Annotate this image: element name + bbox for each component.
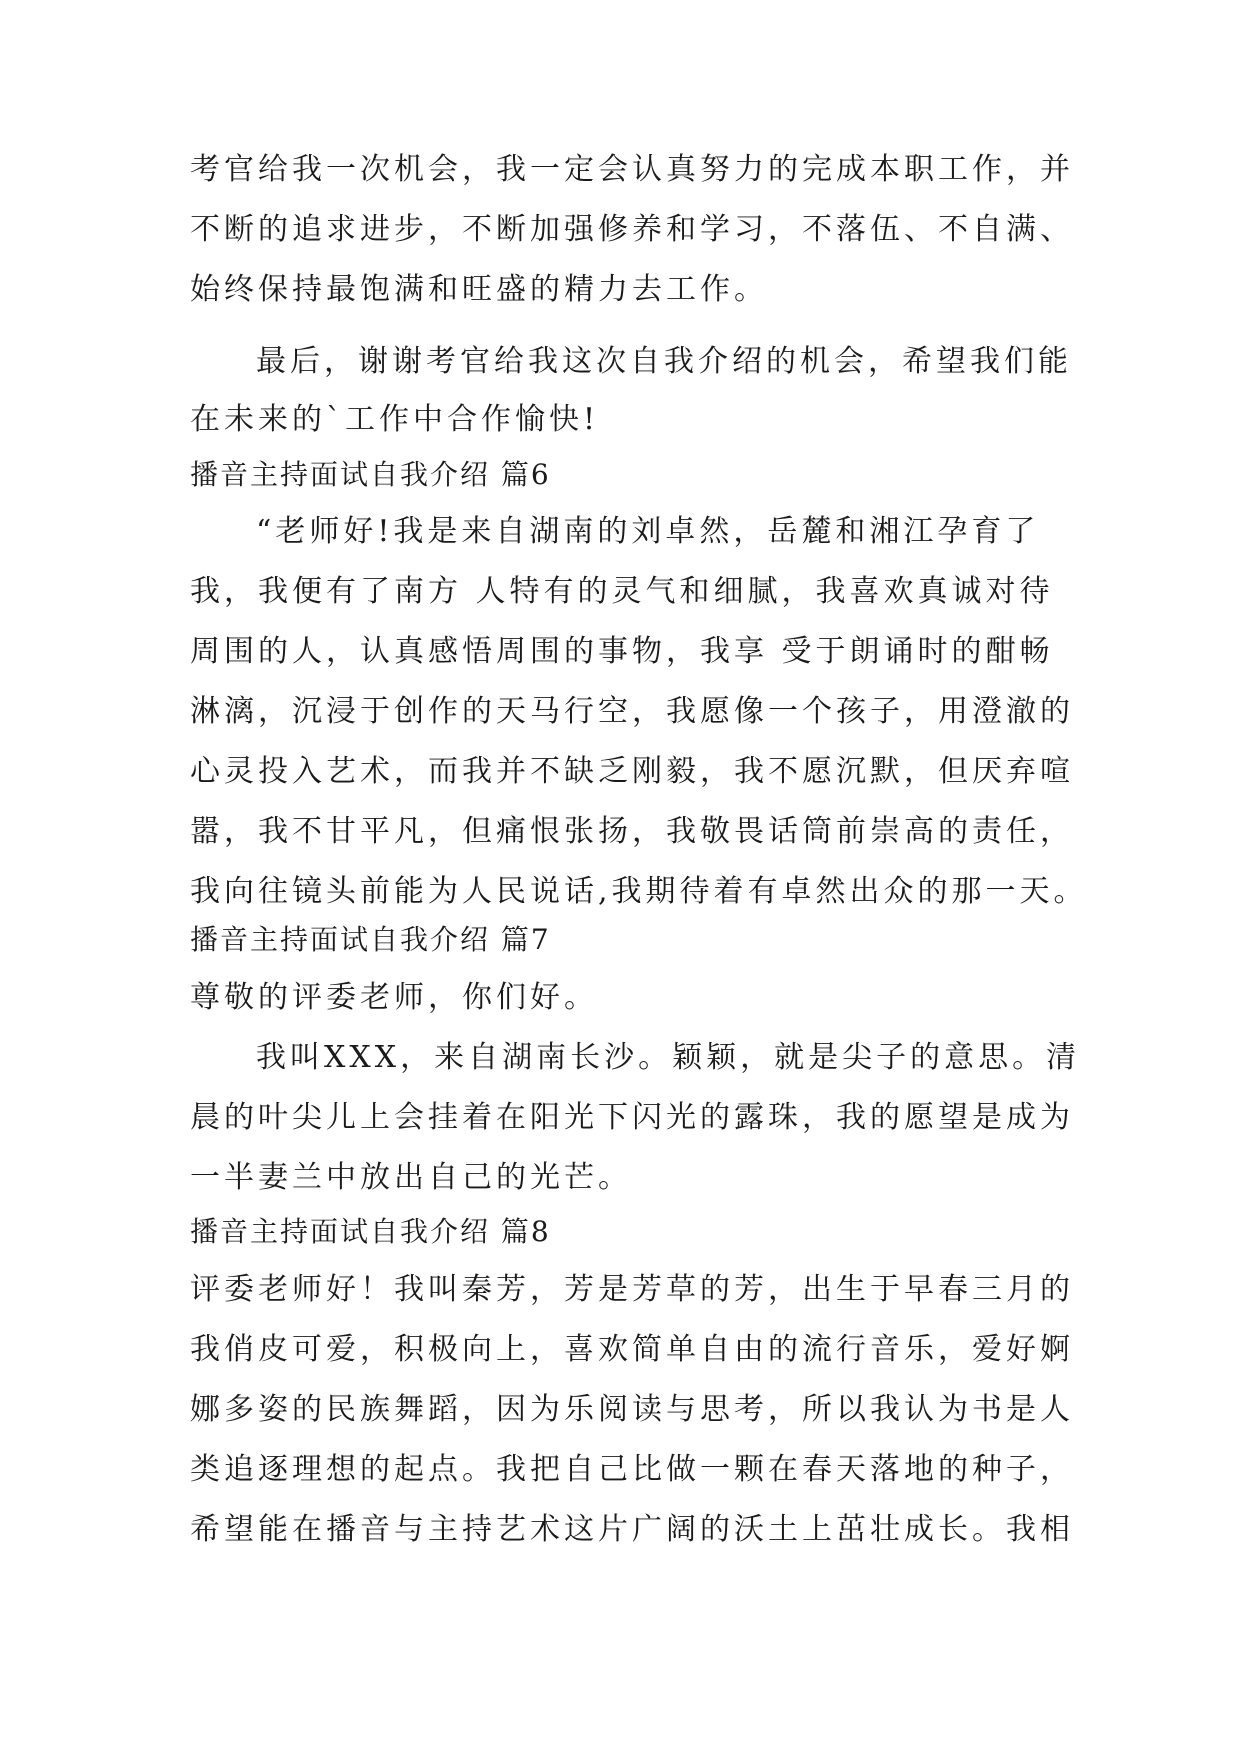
section-heading: 播音主持面试自我介绍 篇6 <box>190 458 551 491</box>
paragraph-line: 在未来的`工作中合作愉快! <box>190 402 600 437</box>
paragraph-line: 娜多姿的民族舞蹈，因为乐阅读与思考，所以我认为书是人 <box>190 1392 1074 1427</box>
paragraph-line: 我俏皮可爱，积极向上，喜欢简单自由的流行音乐，爱好婀 <box>190 1332 1074 1367</box>
paragraph-line: 希望能在播音与主持艺术这片广阔的沃土上茁壮成长。我相 <box>190 1512 1074 1547</box>
paragraph-line: 周围的人，认真感悟周围的事物，我享 受于朗诵时的酣畅 <box>190 634 1054 669</box>
paragraph-line: 一半妻兰中放出自己的光芒。 <box>190 1160 632 1195</box>
paragraph-line: 不断的追求进步，不断加强修养和学习，不落伍、不自满、 <box>190 212 1074 247</box>
paragraph-line: 考官给我一次机会，我一定会认真努力的完成本职工作，并 <box>190 152 1074 187</box>
paragraph-line: 最后，谢谢考官给我这次自我介绍的机会，希望我们能 <box>256 344 1072 379</box>
section-heading: 播音主持面试自我介绍 篇7 <box>190 923 551 956</box>
greeting-line: 尊敬的评委老师，你们好。 <box>190 980 598 1015</box>
paragraph-line: 嚣，我不甘平凡，但痛恨张扬，我敬畏话筒前崇高的责任， <box>190 814 1074 849</box>
paragraph-line: 淋漓，沉浸于创作的天马行空，我愿像一个孩子，用澄澈的 <box>190 694 1074 729</box>
paragraph-line: 始终保持最饱满和旺盛的精力去工作。 <box>190 272 768 307</box>
paragraph-line: 我叫XXX，来自湖南长沙。颖颖，就是尖子的意思。清 <box>256 1040 1081 1075</box>
paragraph-line: “老师好!我是来自湖南的刘卓然，岳麓和湘江孕育了 <box>256 514 1040 549</box>
paragraph-line: 评委老师好！我叫秦芳，芳是芳草的芳，出生于早春三月的 <box>190 1272 1074 1307</box>
paragraph-line: 我向往镜头前能为人民说话,我期待着有卓然出众的那一天。 <box>190 874 1088 909</box>
paragraph-line: 我，我便有了南方 人特有的灵气和细腻，我喜欢真诚对待 <box>190 574 1054 609</box>
paragraph-line: 心灵投入艺术，而我并不缺乏刚毅，我不愿沉默，但厌弃喧 <box>190 754 1074 789</box>
paragraph-line: 类追逐理想的起点。我把自己比做一颗在春天落地的种子， <box>190 1452 1074 1487</box>
section-heading: 播音主持面试自我介绍 篇8 <box>190 1215 551 1248</box>
paragraph-line: 晨的叶尖儿上会挂着在阳光下闪光的露珠，我的愿望是成为 <box>190 1100 1074 1135</box>
